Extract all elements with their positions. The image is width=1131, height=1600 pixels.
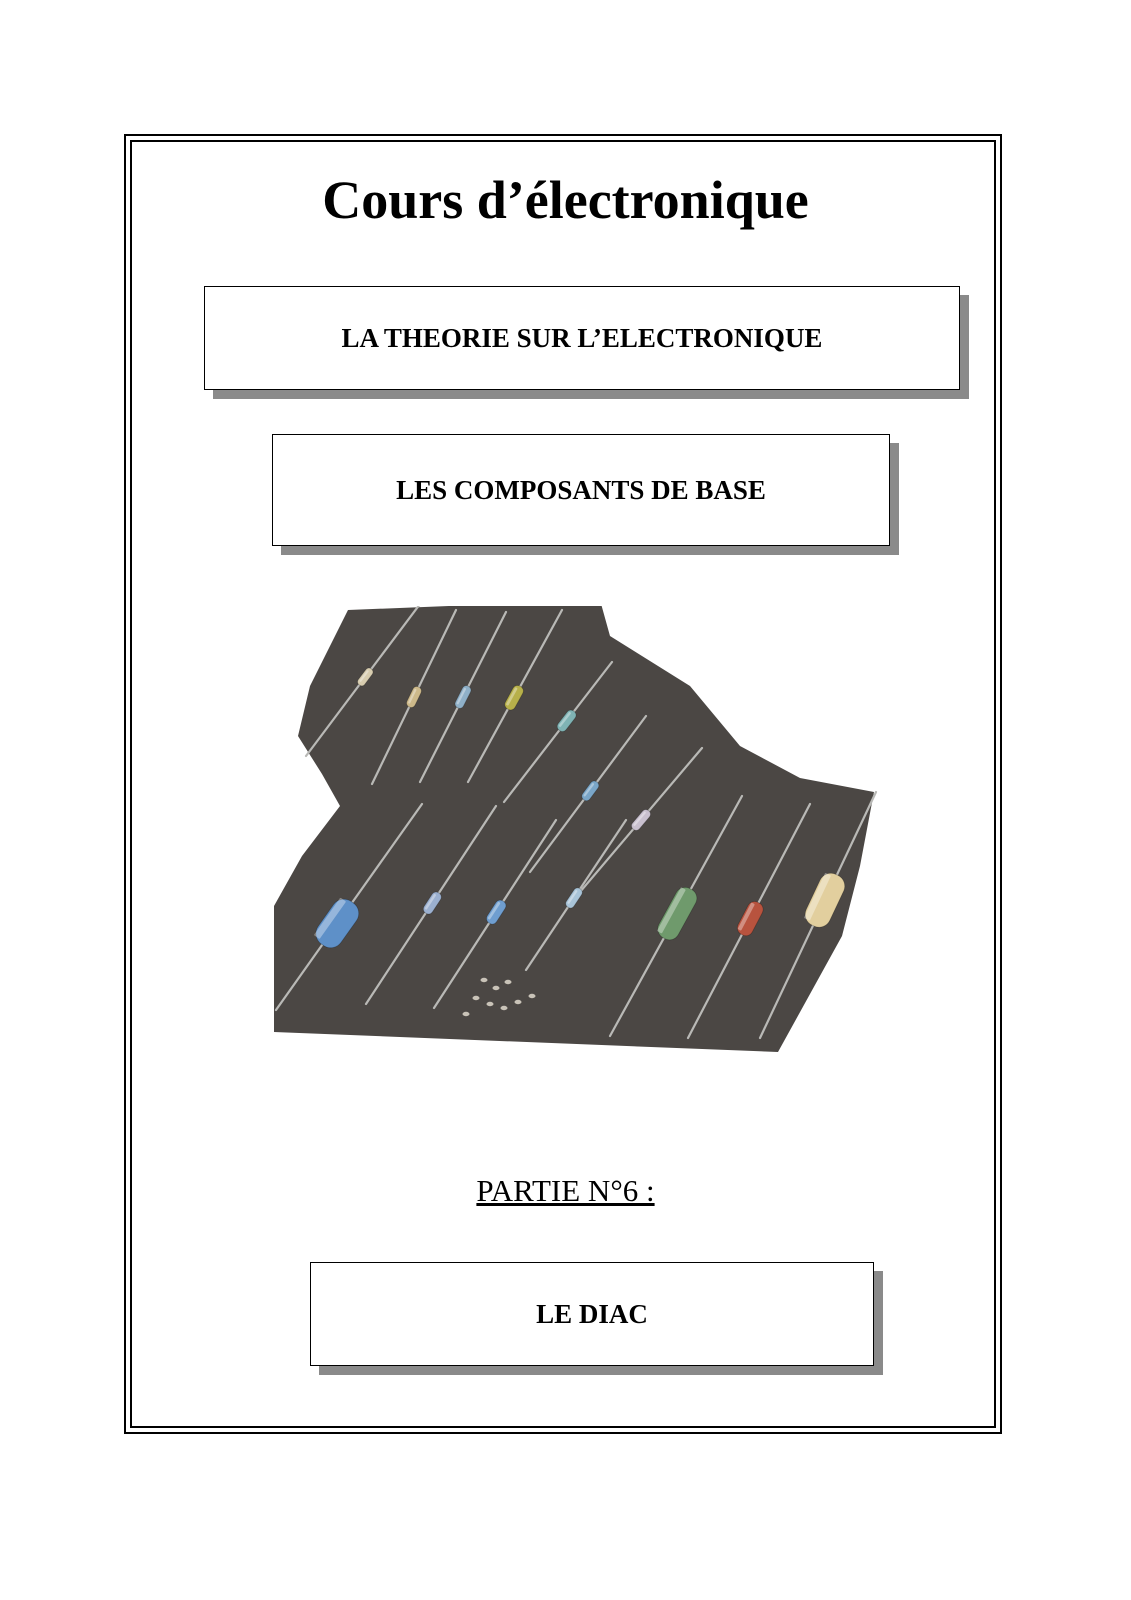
page-title: Cours d’électronique bbox=[322, 170, 809, 230]
part-label: PARTIE N°6 : bbox=[476, 1173, 655, 1208]
small-part bbox=[505, 980, 512, 984]
section-box-components bbox=[272, 434, 890, 546]
small-part bbox=[487, 1002, 494, 1006]
small-part bbox=[493, 986, 500, 990]
section-box-theory bbox=[204, 286, 960, 390]
small-part bbox=[481, 978, 488, 982]
small-part bbox=[473, 996, 480, 1000]
section-title-components: LES COMPOSANTS DE BASE bbox=[396, 474, 766, 505]
small-part bbox=[463, 1012, 470, 1016]
components-photo bbox=[270, 606, 894, 1054]
small-part bbox=[515, 1000, 522, 1004]
small-part bbox=[501, 1006, 508, 1010]
small-part bbox=[529, 994, 536, 998]
part-title: LE DIAC bbox=[536, 1298, 648, 1329]
section-box-part-title bbox=[310, 1262, 874, 1366]
section-title-theory: LA THEORIE SUR L’ELECTRONIQUE bbox=[341, 322, 823, 353]
